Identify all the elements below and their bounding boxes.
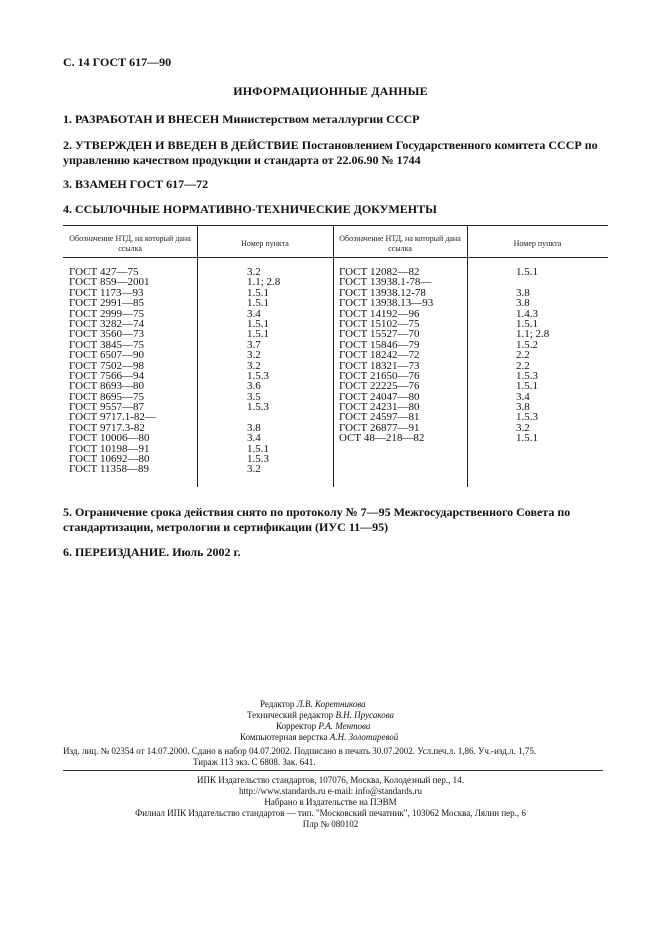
table-cell: 1.4.3 xyxy=(516,307,538,320)
tech-editor-line: Технический редактор В.Н. Прусакова xyxy=(247,710,395,720)
table-cell: ГОСТ 3560—73 xyxy=(69,328,144,341)
corrector-line: Корректор Р.А. Ментова xyxy=(276,721,371,731)
table-cell: ГОСТ 15527—70 xyxy=(339,328,420,341)
divider xyxy=(63,770,603,771)
table-cell: ГОСТ 24231—80 xyxy=(339,401,420,414)
table-cell: 3.2 xyxy=(247,349,261,362)
table-cell: 3.8 xyxy=(247,421,261,434)
table-cell: 3.2 xyxy=(247,463,261,476)
imprint-line-3: Набрано в Издательстве на ПЭВМ xyxy=(264,797,397,807)
table-cell: ГОСТ 21650—76 xyxy=(339,369,420,382)
page-header: С. 14 ГОСТ 617—90 xyxy=(63,55,172,69)
table-cell: 1.5.3 xyxy=(247,401,269,414)
section-3: 3. ВЗАМЕН ГОСТ 617—72 xyxy=(63,177,209,191)
table-cell: ГОСТ 6507—90 xyxy=(69,349,144,362)
table-cell: 1.5.1 xyxy=(247,328,269,341)
imprint-line-1: ИПК Издательство стандартов, 107076, Москва, Колодезный пер., 14. xyxy=(197,775,464,785)
table-cell: 1.5.1 xyxy=(247,286,269,299)
table-cell: 3.8 xyxy=(516,401,530,414)
table-cell: 1.5.1 xyxy=(516,432,538,445)
table-cell: ГОСТ 13938.13—93 xyxy=(339,297,434,310)
table-cell: 3.4 xyxy=(247,432,261,445)
table-cell: 3.6 xyxy=(247,380,261,393)
table-cell: 1.5.2 xyxy=(516,338,538,351)
table-cell: ГОСТ 18321—73 xyxy=(339,359,420,372)
table-cell: ГОСТ 22225—76 xyxy=(339,380,420,393)
table-cell: ГОСТ 10006—80 xyxy=(69,432,150,445)
table-cell: 3.5 xyxy=(247,390,261,403)
table-cell: ГОСТ 12082—82 xyxy=(339,266,420,278)
page-title: ИНФОРМАЦИОННЫЕ ДАННЫЕ xyxy=(233,84,428,98)
table-cell: ГОСТ 11358—89 xyxy=(69,463,150,476)
publishing-line-2: Тираж 113 экз. С 6808. Зак. 641. xyxy=(193,757,316,767)
table-cell: 3.2 xyxy=(247,266,261,278)
section-2: 2. УТВЕРЖДЕН И ВВЕДЕН В ДЕЙСТВИЕ Постановлением Государственного комитета СССР по управлению качеством продукции и стандарта от 22.06.90 № 1744 xyxy=(63,138,598,167)
table-cell: 3.4 xyxy=(516,390,530,403)
table-column-point-right xyxy=(516,267,549,444)
table-cell: ГОСТ 15102—75 xyxy=(339,317,420,330)
table-cell: ГОСТ 10692—80 xyxy=(69,453,150,466)
table-cell: ГОСТ 9557—87 xyxy=(69,401,144,414)
table-cell: 1.5.3 xyxy=(247,369,269,382)
table-cell: ГОСТ 2991—85 xyxy=(69,297,144,310)
references-table xyxy=(63,225,608,484)
publishing-line-1: Изд. лиц. № 02354 от 14.07.2000. Сдано в набор 04.07.2002. Подписано в печать 30.07.2002. Усл.печ.л. 1,86. Уч.-изд.л. 1,75. xyxy=(63,746,537,756)
table-column-point-left xyxy=(247,267,280,475)
table-cell: ГОСТ 427—75 xyxy=(69,266,139,278)
table-cell: 3.8 xyxy=(516,286,530,299)
table-cell: 3.2 xyxy=(516,421,530,434)
table-header-point-left: Номер пункта xyxy=(241,239,289,248)
section-5: 5. Ограничение срока действия снято по протоколу № 7—95 Межгосударственного Совета по стандартизации, метрологии и сертификации (ИУС 11—95) xyxy=(63,505,571,534)
table-cell: ГОСТ 14192—96 xyxy=(339,307,420,320)
editor-line: Редактор Л.В. Коретникова xyxy=(260,699,366,709)
table-cell: ОСТ 48—218—82 xyxy=(339,432,425,445)
table-header-ntd-right: Обозначение НТД, на который дана ссылка xyxy=(339,234,461,253)
table-cell: ГОСТ 15846—79 xyxy=(339,338,420,351)
table-cell: 1.5.1 xyxy=(516,317,538,330)
section-1: 1. РАЗРАБОТАН И ВНЕСЕН Министерством металлургии СССР xyxy=(63,112,420,126)
table-cell: ГОСТ 7566—94 xyxy=(69,369,144,382)
table-cell: 2.2 xyxy=(516,359,530,372)
table-column-ntd-right xyxy=(339,267,433,444)
table-column-ntd-left xyxy=(69,267,156,475)
table-cell: ГОСТ 3845—75 xyxy=(69,338,144,351)
imprint-line-2: http://www.standards.ru e-mail: info@standards.ru xyxy=(239,786,422,796)
table-cell: 1.1; 2.8 xyxy=(516,328,550,341)
table-cell: 1.1; 2.8 xyxy=(247,276,281,289)
table-cell: 1.5.1 xyxy=(516,266,538,278)
imprint-line-5: Плр № 080102 xyxy=(302,819,359,829)
table-cell: 1.5.3 xyxy=(247,453,269,466)
table-cell: 1.5.1 xyxy=(247,317,269,330)
table-cell: ГОСТ 10198—91 xyxy=(69,442,150,455)
table-cell: 3.4 xyxy=(247,307,261,320)
table-cell: 1.5.1 xyxy=(516,380,538,393)
table-cell: 3.7 xyxy=(247,338,261,351)
table-cell: 1.5.3 xyxy=(516,411,538,424)
table-cell: ГОСТ 26877—91 xyxy=(339,421,420,434)
table-cell: ГОСТ 8695—75 xyxy=(69,390,144,403)
table-cell: 2.2 xyxy=(516,349,530,362)
table-cell: ГОСТ 9717.3-82 xyxy=(69,421,145,434)
table-cell: ГОСТ 1173—93 xyxy=(69,286,144,299)
section-6: 6. ПЕРЕИЗДАНИЕ. Июль 2002 г. xyxy=(63,545,241,559)
table-header-ntd-left: Обозначение НТД, на который дана ссылка xyxy=(69,234,191,253)
table-cell: ГОСТ 13938.12-78 xyxy=(339,286,426,299)
table-cell: ГОСТ 8693—80 xyxy=(69,380,144,393)
table-cell: 1.5.3 xyxy=(516,369,538,382)
imprint-line-4: Филиал ИПК Издательство стандартов — тип. "Московский печатник", 103062 Москва, Лялин пер., 6 xyxy=(135,808,526,818)
table-cell: 3.8 xyxy=(516,297,530,310)
table-cell: ГОСТ 24047—80 xyxy=(339,390,420,403)
table-cell: ГОСТ 7502—98 xyxy=(69,359,144,372)
table-cell: ГОСТ 24597—81 xyxy=(339,411,420,424)
section-4: 4. ССЫЛОЧНЫЕ НОРМАТИВНО-ТЕХНИЧЕСКИЕ ДОКУМЕНТЫ xyxy=(63,202,437,216)
table-cell: 1.5.1 xyxy=(247,442,269,455)
table-header-point-right: Номер пункта xyxy=(513,239,562,248)
table-cell: 1.5.1 xyxy=(247,297,269,310)
table-cell: 3.2 xyxy=(247,359,261,372)
table-cell: ГОСТ 9717.1-82— xyxy=(69,411,156,424)
table-cell: ГОСТ 18242—72 xyxy=(339,349,420,362)
table-cell: ГОСТ 13938.1-78— xyxy=(339,276,432,289)
layout-line: Компьютерная верстка А.Н. Золотаревой xyxy=(240,732,399,742)
table-cell: ГОСТ 859—2001 xyxy=(69,276,150,289)
table-cell: ГОСТ 3282—74 xyxy=(69,317,144,330)
table-cell: ГОСТ 2999—75 xyxy=(69,307,144,320)
